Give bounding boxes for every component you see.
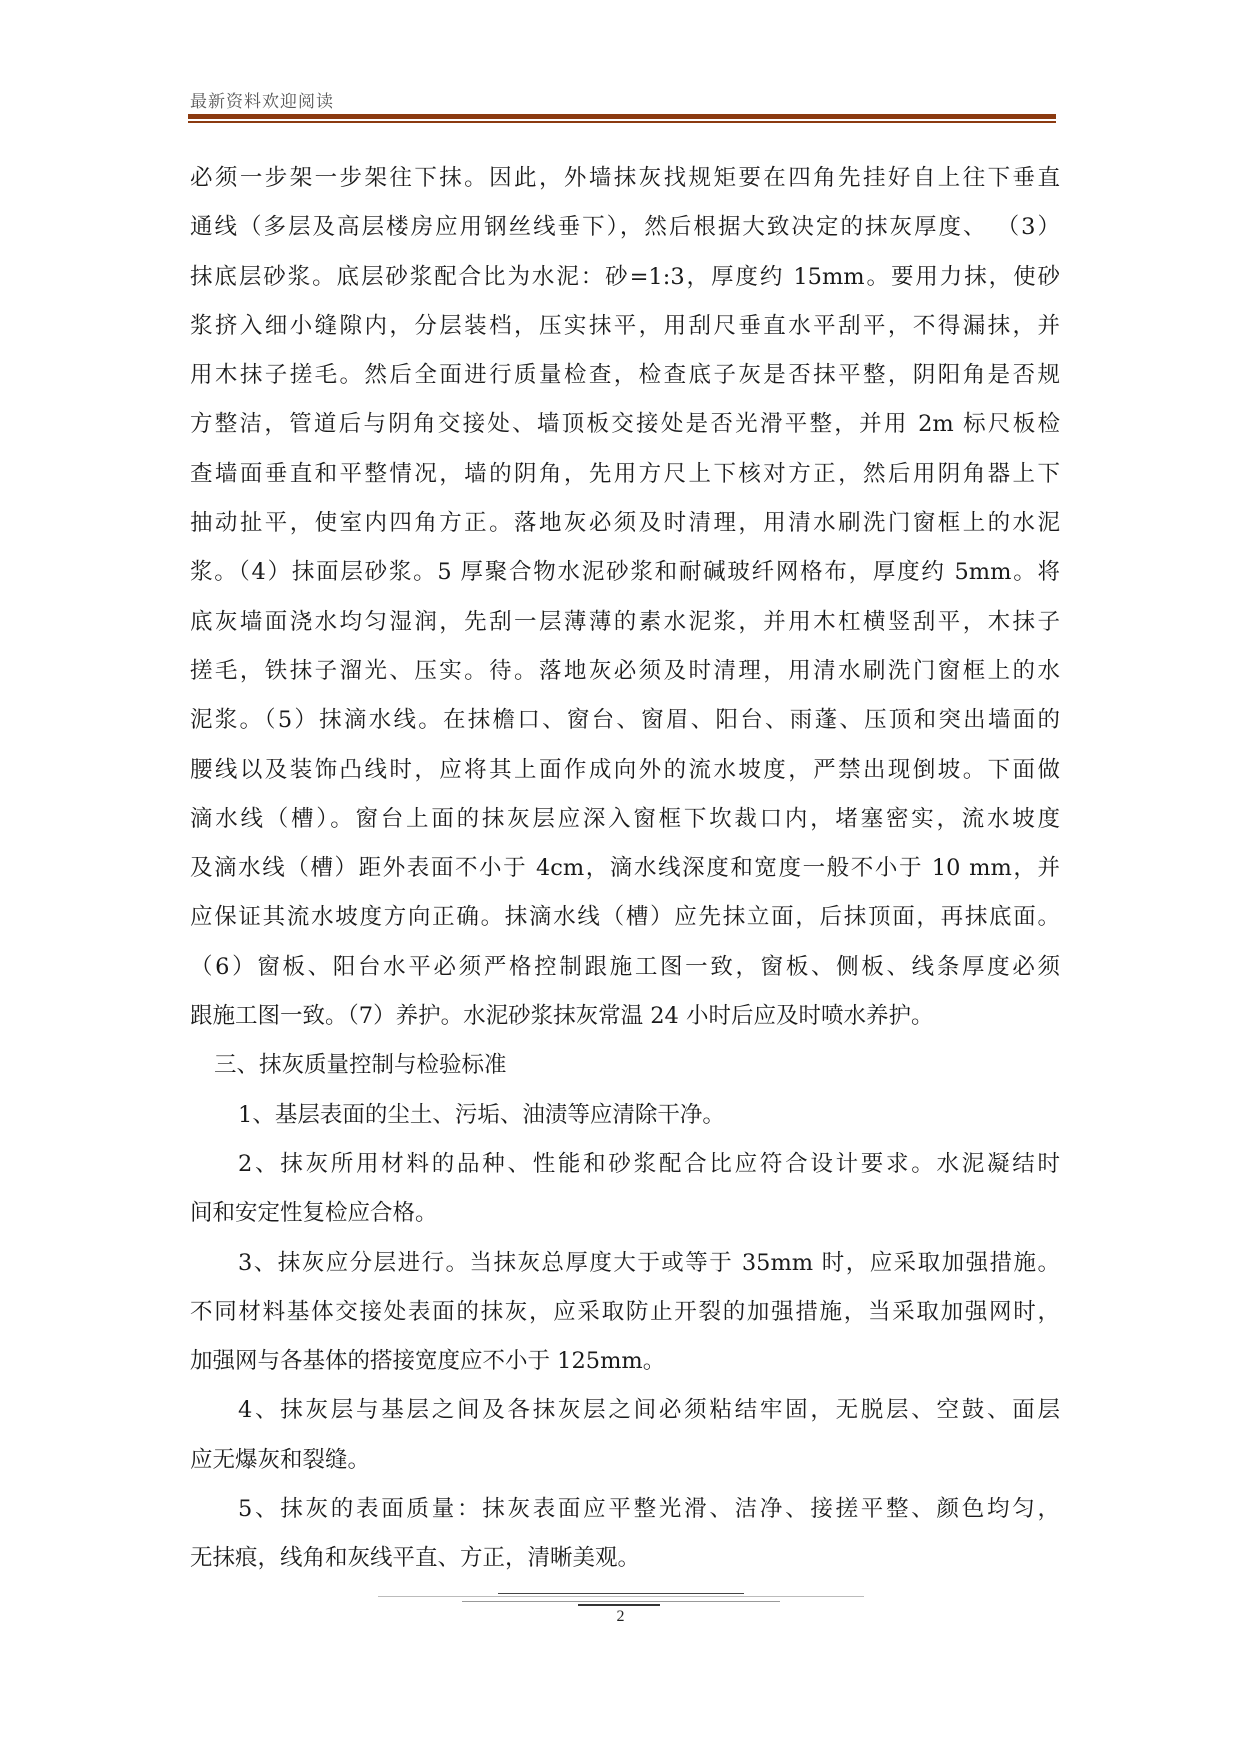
header-rule-secondary — [188, 121, 1056, 123]
header-rule — [188, 114, 1056, 119]
text-line: 间和安定性复检应合格。 — [190, 1200, 438, 1227]
text-line: 加强网与各基体的搭接宽度应不小于 125mm。 — [190, 1348, 666, 1375]
text-line: 5、抹灰的表面质量：抹灰表面应平整光滑、洁净、接搓平整、颜色均匀， — [238, 1496, 1060, 1523]
page-header-title: 最新资料欢迎阅读 — [190, 92, 334, 112]
text-line: 无抹痕，线角和灰线平直、方正，清晰美观。 — [190, 1545, 641, 1572]
text-line: 2、抹灰所用材料的品种、性能和砂浆配合比应符合设计要求。水泥凝结时 — [238, 1150, 1060, 1177]
page-number: 2 — [616, 1608, 625, 1625]
text-line: 4、抹灰层与基层之间及各抹灰层之间必须粘结牢固，无脱层、空鼓、面层 — [238, 1397, 1060, 1424]
text-line: 方整洁，管道后与阴角交接处、墙顶板交接处是否光滑平整，并用 2m 标尺板检 — [190, 411, 1060, 438]
text-line: 查墙面垂直和平整情况，墙的阴角，先用方尺上下核对方正，然后用阴角器上下 — [190, 460, 1060, 487]
text-line: （6）窗板、阳台水平必须严格控制跟施工图一致，窗板、侧板、线条厚度必须 — [190, 953, 1060, 980]
text-line: 抽动扯平，使室内四角方正。落地灰必须及时清理，用清水刷洗门窗框上的水泥 — [190, 510, 1060, 537]
footer-rule — [462, 1601, 780, 1602]
text-line: 应无爆灰和裂缝。 — [190, 1446, 371, 1473]
text-line: 应保证其流水坡度方向正确。抹滴水线（槽）应先抹立面，后抹顶面，再抹底面。 — [190, 904, 1060, 931]
text-line: 抹底层砂浆。底层砂浆配合比为水泥：砂=1:3，厚度约 15mm。要用力抹，使砂 — [190, 263, 1060, 290]
text-line: 浆。（4）抹面层砂浆。5 厚聚合物水泥砂浆和耐碱玻纤网格布，厚度约 5mm。将 — [190, 559, 1060, 586]
text-line: 及滴水线（槽）距外表面不小于 4cm，滴水线深度和宽度一般不小于 10 mm，并 — [190, 855, 1060, 882]
text-line: 三、抹灰质量控制与检验标准 — [214, 1052, 507, 1079]
text-line: 不同材料基体交接处表面的抹灰，应采取防止开裂的加强措施，当采取加强网时， — [190, 1298, 1060, 1325]
text-line: 腰线以及装饰凸线时，应将其上面作成向外的流水坡度，严禁出现倒坡。下面做 — [190, 756, 1060, 783]
footer-rule — [578, 1604, 660, 1606]
text-line: 滴水线（槽）。窗台上面的抹灰层应深入窗框下坎裁口内，堵塞密实，流水坡度 — [190, 805, 1060, 832]
text-line: 3、抹灰应分层进行。当抹灰总厚度大于或等于 35mm 时，应采取加强措施。 — [238, 1249, 1060, 1276]
text-line: 跟施工图一致。（7）养护。水泥砂浆抹灰常温 24 小时后应及时喷水养护。 — [190, 1003, 934, 1030]
footer-rule — [378, 1596, 864, 1597]
text-line: 1、基层表面的尘土、污垢、油渍等应清除干净。 — [238, 1101, 725, 1128]
text-line: 泥浆。（5）抹滴水线。在抹檐口、窗台、窗眉、阳台、雨蓬、压顶和突出墙面的 — [190, 707, 1060, 734]
footer-rule — [498, 1593, 744, 1594]
text-line: 底灰墙面浇水均匀湿润，先刮一层薄薄的素水泥浆，并用木杠横竖刮平，木抹子 — [190, 608, 1060, 635]
document-body — [190, 154, 1060, 1584]
text-line: 通线（多层及高层楼房应用钢丝线垂下），然后根据大致决定的抹灰厚度、 （3） — [190, 214, 1060, 241]
text-line: 浆挤入细小缝隙内，分层装档，压实抹平，用刮尺垂直水平刮平，不得漏抹，并 — [190, 312, 1060, 339]
text-line: 搓毛，铁抹子溜光、压实。待。落地灰必须及时清理，用清水刷洗门窗框上的水 — [190, 657, 1060, 684]
text-line: 必须一步架一步架往下抹。因此，外墙抹灰找规矩要在四角先挂好自上往下垂直 — [190, 165, 1060, 191]
text-line: 用木抹子搓毛。然后全面进行质量检查，检查底子灰是否抹平整，阴阳角是否规 — [190, 362, 1060, 389]
